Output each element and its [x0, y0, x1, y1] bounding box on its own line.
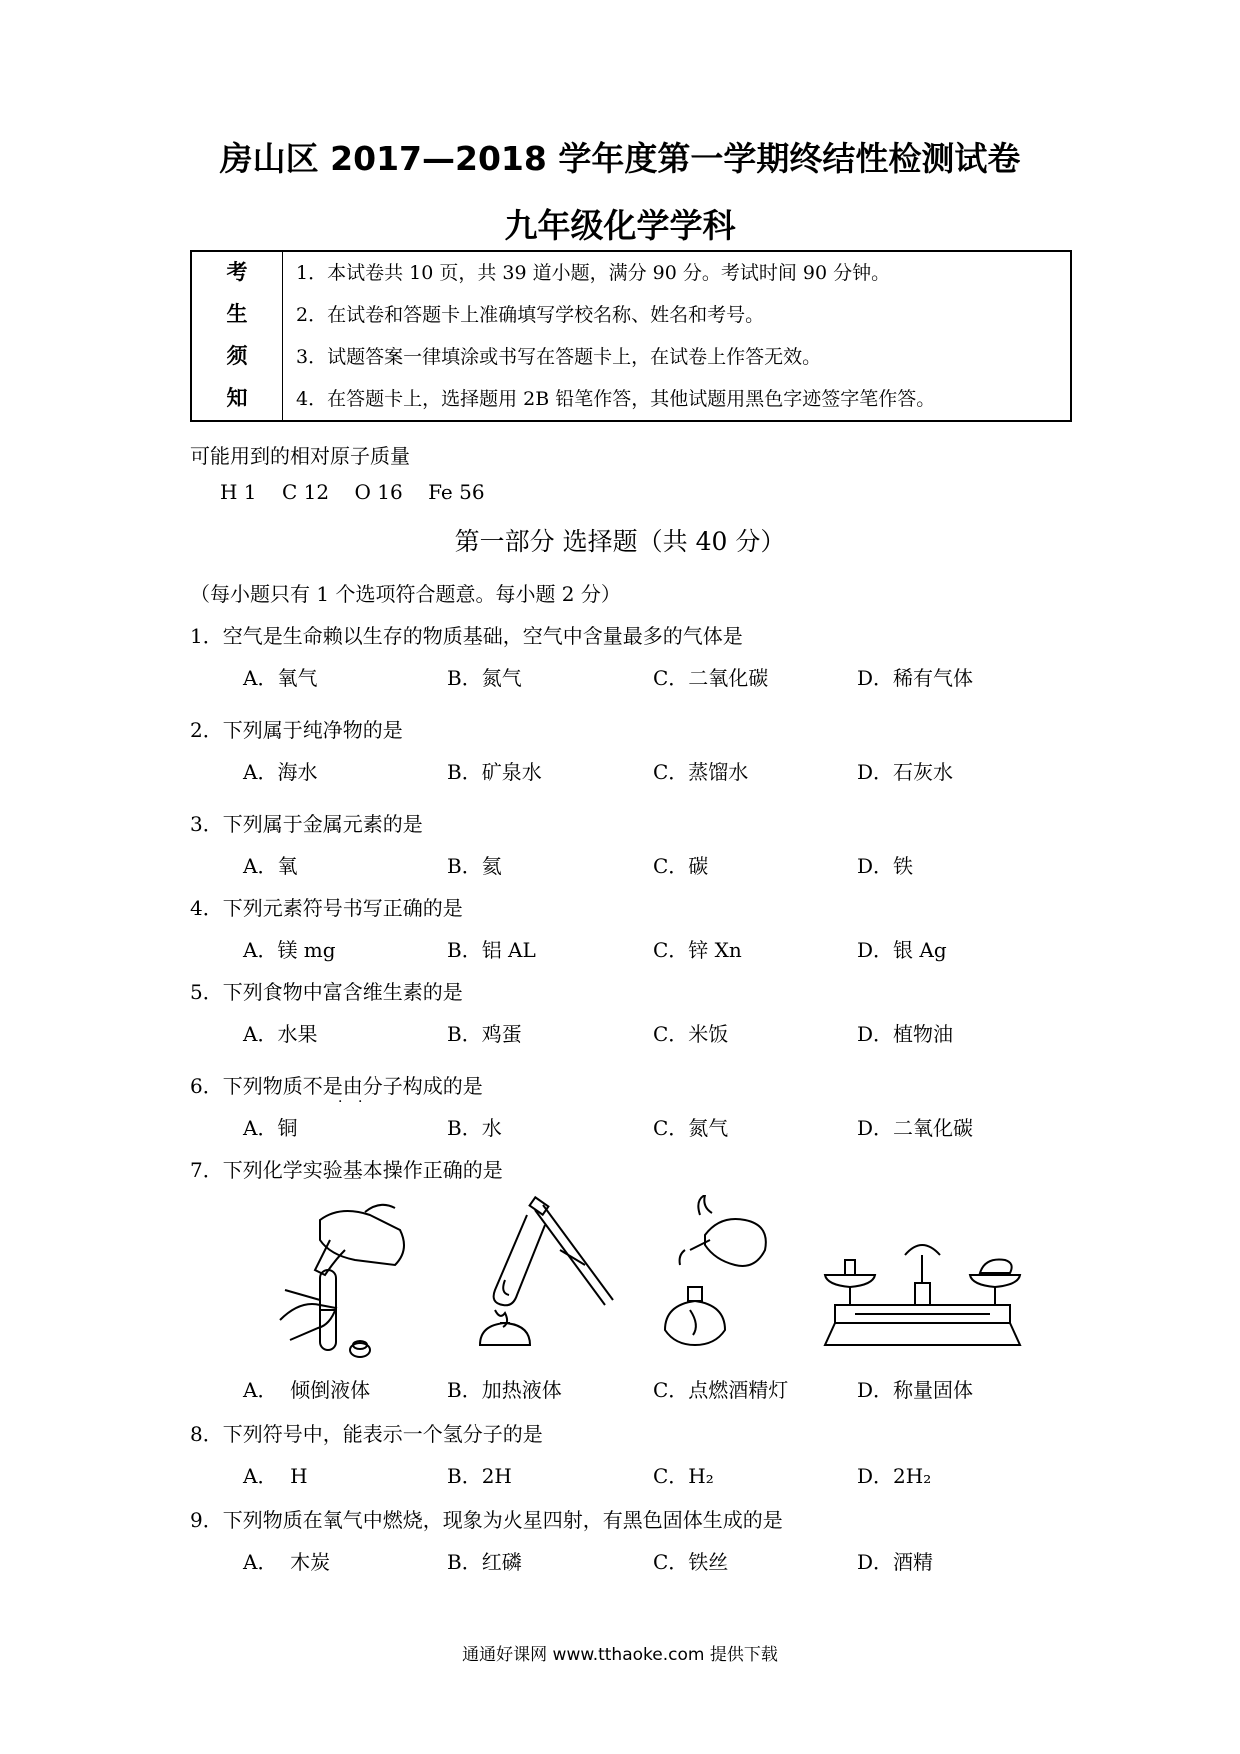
page-footer: 通通好课网 www.tthaoke.com 提供下载: [462, 1645, 778, 1665]
notice-heading-char: 考: [226, 260, 248, 284]
option-b: B．水: [447, 1116, 502, 1140]
option-c: C．铁丝: [653, 1550, 729, 1574]
option-b: B．矿泉水: [447, 760, 542, 784]
option-b: B．氮气: [447, 666, 522, 690]
question-stem: 1．空气是生命赖以生存的物质基础，空气中含量最多的气体是: [190, 624, 743, 648]
option-a: A．海水: [243, 760, 318, 784]
balance-scale-figure: [815, 1235, 1030, 1355]
question-stem: 3．下列属于金属元素的是: [190, 812, 423, 836]
section-instruction: （每小题只有 1 个选项符合题意。每小题 2 分）: [190, 582, 621, 606]
option-a: A．氧: [243, 854, 298, 878]
notice-item: 1．本试卷共 10 页，共 39 道小题，满分 90 分。考试时间 90 分钟。: [296, 262, 891, 284]
option-b: B．加热液体: [447, 1378, 562, 1402]
option-a: A． 倾倒液体: [243, 1378, 371, 1402]
notice-item: 4．在答题卡上，选择题用 2B 铅笔作答，其他试题用黑色字迹签字笔作答。: [296, 388, 936, 410]
option-d: D．称量固体: [857, 1378, 974, 1402]
question-stem: 7．下列化学实验基本操作正确的是: [190, 1158, 503, 1182]
option-c: C．锌 Xn: [653, 938, 742, 962]
notice-item: 2．在试卷和答题卡上准确填写学校名称、姓名和考号。: [296, 304, 765, 326]
subject-title: 九年级化学学科: [504, 206, 736, 245]
option-d: D．稀有气体: [857, 666, 974, 690]
option-c: C．米饭: [653, 1022, 729, 1046]
option-c: C．蒸馏水: [653, 760, 749, 784]
option-a: A．水果: [243, 1022, 318, 1046]
option-d: D．酒精: [857, 1550, 934, 1574]
option-c: C．二氧化碳: [653, 666, 769, 690]
notice-heading-char: 须: [226, 344, 248, 368]
question-stem: 4．下列元素符号书写正确的是: [190, 896, 463, 920]
atomic-mass-values: H 1 C 12 O 16 Fe 56: [220, 480, 485, 504]
option-c: C．碳: [653, 854, 709, 878]
notice-heading-char: 知: [226, 386, 248, 410]
question-stem: 8．下列符号中，能表示一个氢分子的是: [190, 1422, 543, 1446]
option-b: B．氦: [447, 854, 502, 878]
option-b: B．鸡蛋: [447, 1022, 522, 1046]
emphasis-dot: ·: [338, 1094, 343, 1110]
option-d: D．石灰水: [857, 760, 954, 784]
heating-liquid-figure: [465, 1195, 625, 1360]
option-a: A． H: [243, 1464, 308, 1488]
option-a: A． 木炭: [243, 1550, 331, 1574]
option-d: D．银 Ag: [857, 938, 947, 962]
option-c: C．H₂: [653, 1464, 714, 1488]
emphasis-dot: ·: [358, 1094, 363, 1110]
question-stem: 5．下列食物中富含维生素的是: [190, 980, 463, 1004]
lighting-alcohol-lamp-figure: [660, 1195, 790, 1360]
section-title: 第一部分 选择题（共 40 分）: [454, 527, 786, 556]
option-b: B．2H: [447, 1464, 512, 1488]
option-d: D．二氧化碳: [857, 1116, 974, 1140]
option-d: D．铁: [857, 854, 914, 878]
option-a: A．氧气: [243, 666, 318, 690]
option-b: B．红磷: [447, 1550, 522, 1574]
notice-heading-char: 生: [226, 302, 248, 326]
option-b: B．铝 AL: [447, 938, 536, 962]
option-d: D．2H₂: [857, 1464, 932, 1488]
option-c: C．氮气: [653, 1116, 729, 1140]
question-stem: 6．下列物质不是由分子构成的是: [190, 1074, 483, 1098]
pouring-liquid-figure: [260, 1200, 430, 1360]
question-stem: 2．下列属于纯净物的是: [190, 718, 403, 742]
notice-item: 3．试题答案一律填涂或书写在答题卡上，在试卷上作答无效。: [296, 346, 822, 368]
notice-divider: [282, 252, 283, 420]
atomic-mass-label: 可能用到的相对原子质量: [190, 444, 410, 468]
option-a: A．铜: [243, 1116, 298, 1140]
candidate-notice-box: [190, 250, 1072, 422]
exam-title: 房山区 2017—2018 学年度第一学期终结性检测试卷: [219, 139, 1021, 178]
option-d: D．植物油: [857, 1022, 954, 1046]
question-stem: 9．下列物质在氧气中燃烧，现象为火星四射，有黑色固体生成的是: [190, 1508, 783, 1532]
option-c: C．点燃酒精灯: [653, 1378, 789, 1402]
option-a: A．镁 mg: [243, 938, 336, 962]
